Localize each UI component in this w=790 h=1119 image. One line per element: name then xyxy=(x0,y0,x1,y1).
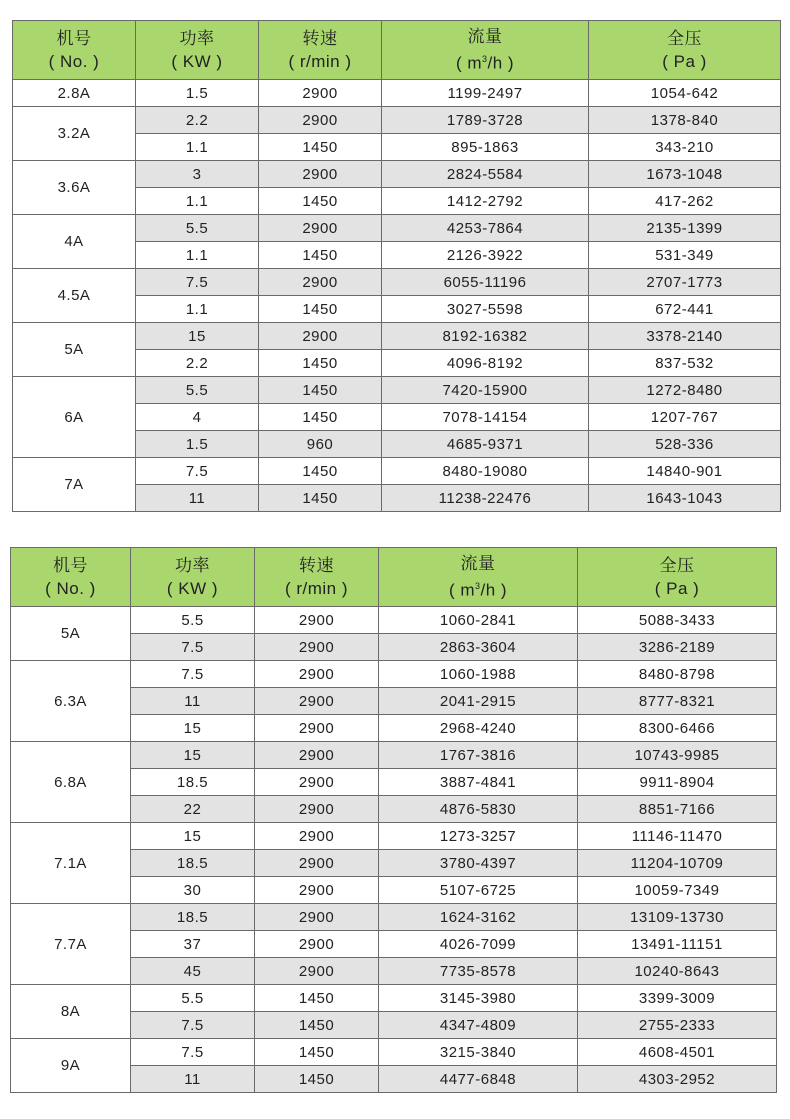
table-row xyxy=(13,80,781,107)
speed-cell: 1450 xyxy=(259,404,382,431)
speed-cell: 1450 xyxy=(259,242,382,269)
flow-cell: 4876-5830 xyxy=(379,796,578,823)
speed-cell: 1450 xyxy=(259,350,382,377)
pressure-cell: 417-262 xyxy=(589,188,781,215)
model-cell: 6.8A xyxy=(11,742,131,823)
pressure-cell: 3399-3009 xyxy=(578,985,777,1012)
pressure-cell: 1272-8480 xyxy=(589,377,781,404)
flow-cell: 3215-3840 xyxy=(379,1039,578,1066)
pressure-cell: 8777-8321 xyxy=(578,688,777,715)
speed-cell: 2900 xyxy=(255,607,379,634)
power-cell: 7.5 xyxy=(131,634,255,661)
power-cell: 45 xyxy=(131,958,255,985)
header-model: 机号 ( No. ) xyxy=(13,21,136,80)
power-cell: 18.5 xyxy=(131,850,255,877)
power-cell: 7.5 xyxy=(131,1012,255,1039)
power-cell: 15 xyxy=(136,323,259,350)
speed-cell: 2900 xyxy=(255,877,379,904)
fan-spec-table-1 xyxy=(12,20,781,512)
table-row xyxy=(13,269,781,296)
power-cell: 7.5 xyxy=(136,269,259,296)
flow-cell: 2968-4240 xyxy=(379,715,578,742)
header-pressure: 全压 ( Pa ) xyxy=(578,548,777,607)
speed-cell: 1450 xyxy=(259,485,382,512)
flow-cell: 1060-1988 xyxy=(379,661,578,688)
flow-cell: 1273-3257 xyxy=(379,823,578,850)
header-speed: 转速 ( r/min ) xyxy=(255,548,379,607)
flow-cell: 4253-7864 xyxy=(382,215,589,242)
header-flow: 流量 ( $m^3/h$ ) xyxy=(382,21,589,80)
flow-cell: 4096-8192 xyxy=(382,350,589,377)
speed-cell: 1450 xyxy=(259,188,382,215)
header-row xyxy=(11,548,777,607)
speed-cell: 1450 xyxy=(259,296,382,323)
flow-cell: 1624-3162 xyxy=(379,904,578,931)
flow-cell: 1412-2792 xyxy=(382,188,589,215)
speed-cell: 2900 xyxy=(255,958,379,985)
fan-spec-table-2 xyxy=(10,547,777,1093)
power-cell: 5.5 xyxy=(131,985,255,1012)
header-power: 功率 ( KW ) xyxy=(131,548,255,607)
pressure-cell: 5088-3433 xyxy=(578,607,777,634)
flow-cell: 7078-14154 xyxy=(382,404,589,431)
model-cell: 7.1A xyxy=(11,823,131,904)
power-cell: 5.5 xyxy=(131,607,255,634)
flow-cell: 4477-6848 xyxy=(379,1066,578,1093)
flow-cell: 1789-3728 xyxy=(382,107,589,134)
speed-cell: 2900 xyxy=(255,823,379,850)
flow-cell: 895-1863 xyxy=(382,134,589,161)
pressure-cell: 3286-2189 xyxy=(578,634,777,661)
power-cell: 37 xyxy=(131,931,255,958)
power-cell: 1.5 xyxy=(136,431,259,458)
pressure-cell: 1054-642 xyxy=(589,80,781,107)
speed-cell: 2900 xyxy=(259,215,382,242)
flow-cell: 5107-6725 xyxy=(379,877,578,904)
pressure-cell: 3378-2140 xyxy=(589,323,781,350)
power-cell: 1.1 xyxy=(136,188,259,215)
speed-cell: 2900 xyxy=(259,107,382,134)
flow-cell: 2126-3922 xyxy=(382,242,589,269)
model-cell: 3.6A xyxy=(13,161,136,215)
power-cell: 1.1 xyxy=(136,134,259,161)
header-power: 功率 ( KW ) xyxy=(136,21,259,80)
speed-cell: 1450 xyxy=(259,458,382,485)
flow-cell: 8192-16382 xyxy=(382,323,589,350)
speed-cell: 1450 xyxy=(255,1039,379,1066)
model-cell: 3.2A xyxy=(13,107,136,161)
flow-cell: 3780-4397 xyxy=(379,850,578,877)
pressure-cell: 13109-13730 xyxy=(578,904,777,931)
pressure-cell: 9911-8904 xyxy=(578,769,777,796)
pressure-cell: 10240-8643 xyxy=(578,958,777,985)
speed-cell: 1450 xyxy=(255,1066,379,1093)
table-row xyxy=(11,661,777,688)
model-cell: 4A xyxy=(13,215,136,269)
table-row xyxy=(13,107,781,134)
model-cell: 6A xyxy=(13,377,136,458)
flow-cell: 1060-2841 xyxy=(379,607,578,634)
speed-cell: 2900 xyxy=(255,769,379,796)
header-speed: 转速 ( r/min ) xyxy=(259,21,382,80)
table-row xyxy=(13,215,781,242)
header-row xyxy=(13,21,781,80)
power-cell: 15 xyxy=(131,742,255,769)
speed-cell: 1450 xyxy=(259,134,382,161)
header-flow: 流量 ( $m^3/h$ ) xyxy=(379,548,578,607)
header-pressure: 全压 ( Pa ) xyxy=(589,21,781,80)
pressure-cell: 1673-1048 xyxy=(589,161,781,188)
flow-cell: 4347-4809 xyxy=(379,1012,578,1039)
power-cell: 11 xyxy=(136,485,259,512)
pressure-cell: 672-441 xyxy=(589,296,781,323)
power-cell: 5.5 xyxy=(136,377,259,404)
pressure-cell: 2707-1773 xyxy=(589,269,781,296)
model-cell: 4.5A xyxy=(13,269,136,323)
pressure-cell: 8480-8798 xyxy=(578,661,777,688)
speed-cell: 2900 xyxy=(259,80,382,107)
power-cell: 18.5 xyxy=(131,904,255,931)
table-row xyxy=(11,985,777,1012)
model-cell: 7.7A xyxy=(11,904,131,985)
power-cell: 1.5 xyxy=(136,80,259,107)
pressure-cell: 10743-9985 xyxy=(578,742,777,769)
pressure-cell: 8300-6466 xyxy=(578,715,777,742)
power-cell: 5.5 xyxy=(136,215,259,242)
flow-cell: 1199-2497 xyxy=(382,80,589,107)
power-cell: 2.2 xyxy=(136,350,259,377)
pressure-cell: 13491-11151 xyxy=(578,931,777,958)
pressure-cell: 837-532 xyxy=(589,350,781,377)
flow-cell: 2824-5584 xyxy=(382,161,589,188)
flow-cell: 1767-3816 xyxy=(379,742,578,769)
speed-cell: 960 xyxy=(259,431,382,458)
table-row xyxy=(11,904,777,931)
header-model: 机号 ( No. ) xyxy=(11,548,131,607)
speed-cell: 2900 xyxy=(255,850,379,877)
power-cell: 3 xyxy=(136,161,259,188)
flow-cell: 2863-3604 xyxy=(379,634,578,661)
speed-cell: 2900 xyxy=(259,323,382,350)
pressure-cell: 8851-7166 xyxy=(578,796,777,823)
power-cell: 11 xyxy=(131,688,255,715)
model-cell: 6.3A xyxy=(11,661,131,742)
flow-cell: 4685-9371 xyxy=(382,431,589,458)
speed-cell: 2900 xyxy=(255,634,379,661)
flow-cell: 11238-22476 xyxy=(382,485,589,512)
power-cell: 4 xyxy=(136,404,259,431)
power-cell: 1.1 xyxy=(136,296,259,323)
speed-cell: 1450 xyxy=(255,1012,379,1039)
speed-cell: 2900 xyxy=(255,661,379,688)
pressure-cell: 4608-4501 xyxy=(578,1039,777,1066)
pressure-cell: 1207-767 xyxy=(589,404,781,431)
speed-cell: 1450 xyxy=(255,985,379,1012)
pressure-cell: 528-336 xyxy=(589,431,781,458)
power-cell: 2.2 xyxy=(136,107,259,134)
flow-cell: 7420-15900 xyxy=(382,377,589,404)
table-row xyxy=(13,377,781,404)
table-row xyxy=(11,1039,777,1066)
model-cell: 8A xyxy=(11,985,131,1039)
table-row xyxy=(11,607,777,634)
speed-cell: 2900 xyxy=(255,796,379,823)
speed-cell: 2900 xyxy=(255,688,379,715)
pressure-cell: 343-210 xyxy=(589,134,781,161)
table-row xyxy=(13,458,781,485)
pressure-cell: 11204-10709 xyxy=(578,850,777,877)
pressure-cell: 14840-901 xyxy=(589,458,781,485)
model-cell: 2.8A xyxy=(13,80,136,107)
flow-cell: 3887-4841 xyxy=(379,769,578,796)
power-cell: 22 xyxy=(131,796,255,823)
power-cell: 7.5 xyxy=(131,661,255,688)
table-row xyxy=(13,161,781,188)
pressure-cell: 1643-1043 xyxy=(589,485,781,512)
power-cell: 1.1 xyxy=(136,242,259,269)
speed-cell: 2900 xyxy=(259,161,382,188)
model-cell: 5A xyxy=(11,607,131,661)
pressure-cell: 2135-1399 xyxy=(589,215,781,242)
table-row xyxy=(11,742,777,769)
flow-cell: 2041-2915 xyxy=(379,688,578,715)
flow-cell: 3145-3980 xyxy=(379,985,578,1012)
power-cell: 7.5 xyxy=(136,458,259,485)
speed-cell: 2900 xyxy=(259,269,382,296)
flow-cell: 3027-5598 xyxy=(382,296,589,323)
pressure-cell: 2755-2333 xyxy=(578,1012,777,1039)
speed-cell: 2900 xyxy=(255,904,379,931)
speed-cell: 2900 xyxy=(255,715,379,742)
pressure-cell: 4303-2952 xyxy=(578,1066,777,1093)
table-row xyxy=(13,323,781,350)
power-cell: 30 xyxy=(131,877,255,904)
power-cell: 18.5 xyxy=(131,769,255,796)
flow-cell: 7735-8578 xyxy=(379,958,578,985)
model-cell: 9A xyxy=(11,1039,131,1093)
power-cell: 15 xyxy=(131,715,255,742)
pressure-cell: 11146-11470 xyxy=(578,823,777,850)
model-cell: 7A xyxy=(13,458,136,512)
pressure-cell: 10059-7349 xyxy=(578,877,777,904)
speed-cell: 2900 xyxy=(255,931,379,958)
speed-cell: 2900 xyxy=(255,742,379,769)
pressure-cell: 531-349 xyxy=(589,242,781,269)
flow-cell: 6055-11196 xyxy=(382,269,589,296)
speed-cell: 1450 xyxy=(259,377,382,404)
flow-cell: 8480-19080 xyxy=(382,458,589,485)
model-cell: 5A xyxy=(13,323,136,377)
power-cell: 15 xyxy=(131,823,255,850)
flow-cell: 4026-7099 xyxy=(379,931,578,958)
power-cell: 7.5 xyxy=(131,1039,255,1066)
power-cell: 11 xyxy=(131,1066,255,1093)
pressure-cell: 1378-840 xyxy=(589,107,781,134)
table-row xyxy=(11,823,777,850)
